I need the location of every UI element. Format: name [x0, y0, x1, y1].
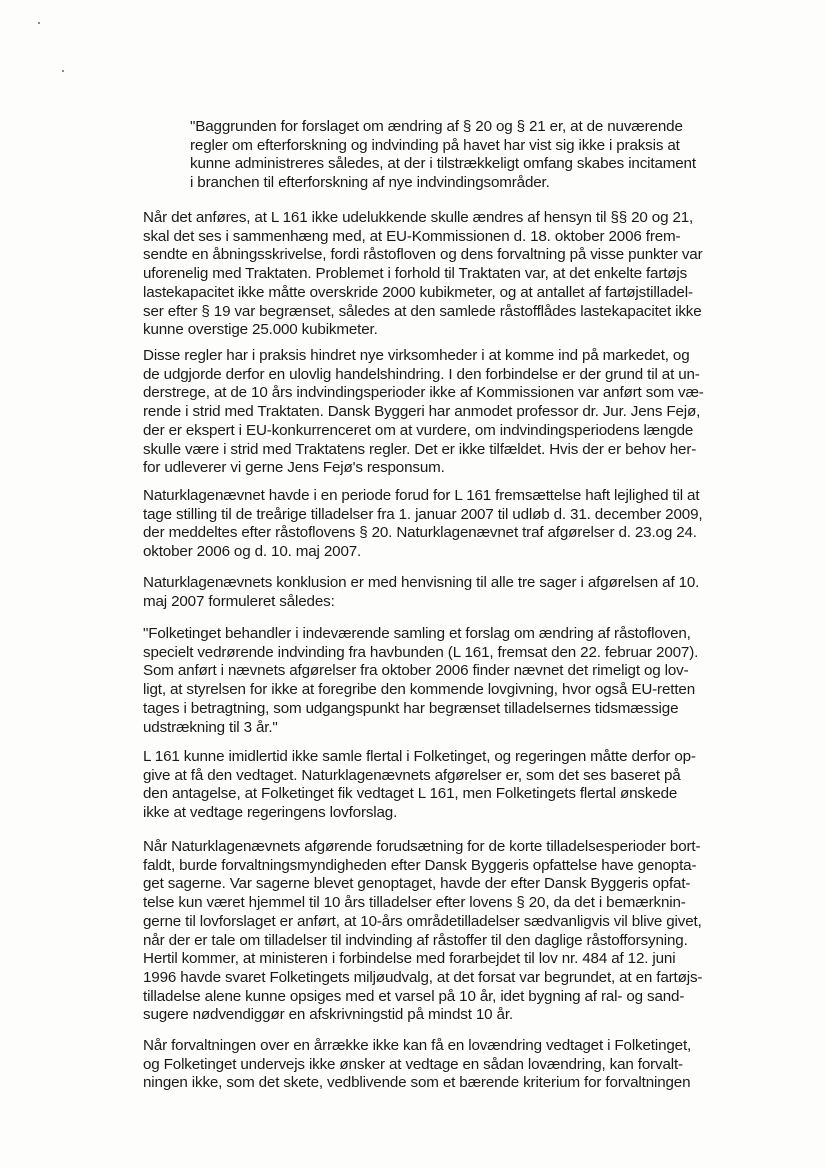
text-line: kunne overstige 25.000 kubikmeter.: [143, 321, 378, 339]
paragraph-5: [143, 574, 723, 611]
text-line: oktober 2006 og d. 10. maj 2007.: [143, 543, 362, 561]
text-line: uforenelig med Traktaten. Problemet i forhold til Traktaten var, at det enkelte fartøjs: [143, 265, 688, 283]
paragraph-7: [143, 748, 723, 823]
text-line: sendte en åbningsskrivelse, fordi råstofloven og dens forvaltning på visse punkter var: [143, 246, 703, 264]
paragraph-3: [143, 347, 723, 478]
paragraph-2: [143, 209, 723, 340]
text-line: rende i strid med Traktaten. Dansk Byggeri har anmodet professor dr. Jur. Jens Fejø,: [143, 403, 701, 421]
text-line: Når forvaltningen over en årrække ikke kan få en lovændring vedtaget i Folketinget,: [143, 1037, 692, 1054]
paragraph-6-quote: [143, 625, 723, 737]
text-line: der er ekspert i EU-konkurrenceret om at vurdere, om indvindingsperiodens længde: [143, 421, 694, 439]
text-line: Naturklagenævnet havde i en periode forud for L 161 fremsættelse haft lejlighed til at: [143, 487, 700, 504]
text-line: derstrege, at de 10 års indvindingsperioder ikke af Kommissionen var anført som væ-: [143, 384, 704, 402]
text-line: udstrækning til 3 år.": [143, 718, 278, 736]
text-line: ningen ikke, som det skete, vedblivende som et bærende kriterium for forvaltningen: [143, 1074, 691, 1092]
text-line: de udgjorde derfor en ulovlig handelshindring. I den forbindelse er der grund til at un-: [143, 365, 700, 383]
text-line: tages i betragtning, som udgangspunkt har begrænset tilladelsernes tidsmæssige: [143, 699, 679, 717]
text-line: skulle være i strid med Traktatens regler. Det er ikke tilfældet. Hvis der er behov her-: [143, 440, 697, 458]
text-line: ligt, at styrelsen for ikke at foregribe den kommende lovgivning, hvor også EU-retten: [143, 681, 695, 699]
text-line: gerne til lovforslaget er anført, at 10-års områdetilladelser sædvanligvis vil blive givet,: [143, 912, 702, 930]
text-line: i branchen til efterforskning af nye indvindingsområder.: [190, 174, 550, 192]
text-line: for udleverer vi gerne Jens Fejø's responsum.: [143, 459, 445, 477]
text-line: telse kun været hjemmel til 10 års tilladelser efter lovens § 20, da det i bemærknin-: [143, 894, 686, 912]
text-line: tilladelse alene kunne opsiges med et varsel på 10 år, idet bygning af ral- og sand-: [143, 987, 685, 1005]
text-line: maj 2007 formuleret således:: [143, 592, 335, 610]
text-line: skal det ses i sammenhæng med, at EU-Kommissionen d. 18. oktober 2006 frem-: [143, 227, 681, 245]
paragraph-4: [143, 487, 723, 562]
text-line: lastekapacitet ikke måtte overskride 2000 kubikmeter, og at antallet af fartøjstilladel-: [143, 283, 693, 301]
paragraph-8: [143, 838, 723, 1025]
text-line: og Folketinget undervejs ikke ønsker at vedtage en sådan lovændring, kan forvalt-: [143, 1055, 683, 1073]
text-line: L 161 kunne imidlertid ikke samle flertal i Folketinget, og regeringen måtte derfor op-: [143, 748, 696, 765]
text-line: get sagerne. Var sagerne blevet genoptaget, havde der efter Dansk Byggeris opfat-: [143, 875, 691, 893]
text-line: regler om efterforskning og indvinding på havet har vist sig ikke i praksis at: [190, 136, 680, 154]
text-line: give at få den vedtaget. Naturklagenævnets afgørelser er, som det ses baseret på: [143, 766, 681, 784]
text-line: faldt, burde forvaltningsmyndigheden efter Dansk Byggeris opfattelse have genopta-: [143, 856, 697, 874]
text-line: Naturklagenævnets konklusion er med henvisning til alle tre sager i afgørelsen af 10.: [143, 574, 700, 591]
text-line: 1996 havde svaret Folketingets miljøudvalg, at det forsat var begrundet, at en fartøjs-: [143, 968, 703, 986]
text-line: "Folketinget behandler i indeværende samling et forslag om ændring af råstofloven,: [143, 625, 691, 642]
text-line: ser efter § 19 var begrænset, således at den samlede råstofflådes lastekapacitet ikke: [143, 302, 702, 320]
text-line: "Baggrunden for forslaget om ændring af § 20 og § 21 er, at de nuværende: [190, 118, 683, 135]
text-line: når der er tale om tilladelser til indvinding af råstoffer til den daglige råstofforsyning.: [143, 931, 688, 949]
text-line: sugere nødvendiggør en afskrivningstid på mindst 10 år.: [143, 1006, 513, 1024]
text-line: Disse regler har i praksis hindret nye virksomheder i at komme ind på markedet, og: [143, 347, 690, 364]
text-line: Når det anføres, at L 161 ikke udelukkende skulle ændres af hensyn til §§ 20 og 21,: [143, 209, 694, 226]
text-line: kunne administreres således, at der i tilstrækkeligt omfang skabes incitament: [190, 155, 696, 173]
text-line: der meddeltes efter råstoflovens § 20. Naturklagenævnet traf afgørelser d. 23.og 24.: [143, 524, 697, 542]
text-line: Som anført i nævnets afgørelser fra oktober 2006 finder nævnet det rimeligt og lov-: [143, 662, 689, 680]
text-line: specielt vedrørende indvinding fra havbunden (L 161, fremsat den 22. februar 2007).: [143, 643, 699, 661]
paragraph-1: [190, 118, 725, 193]
text-line: den antagelse, at Folketinget fik vedtaget L 161, men Folketingets flertal ønskede: [143, 785, 678, 803]
paragraph-9: [143, 1037, 723, 1093]
text-line: tage stilling til de treårige tilladelser fra 1. januar 2007 til udløb d. 31. december 2009,: [143, 505, 703, 523]
text-line: Når Naturklagenævnets afgørende forudsætning for de korte tilladelsesperioder bort-: [143, 838, 701, 855]
text-line: ikke at vedtage regeringens lovforslag.: [143, 804, 398, 822]
text-line: Hertil kommer, at ministeren i forbindelse med forarbejdet til lov nr. 484 af 12. juni: [143, 950, 676, 968]
